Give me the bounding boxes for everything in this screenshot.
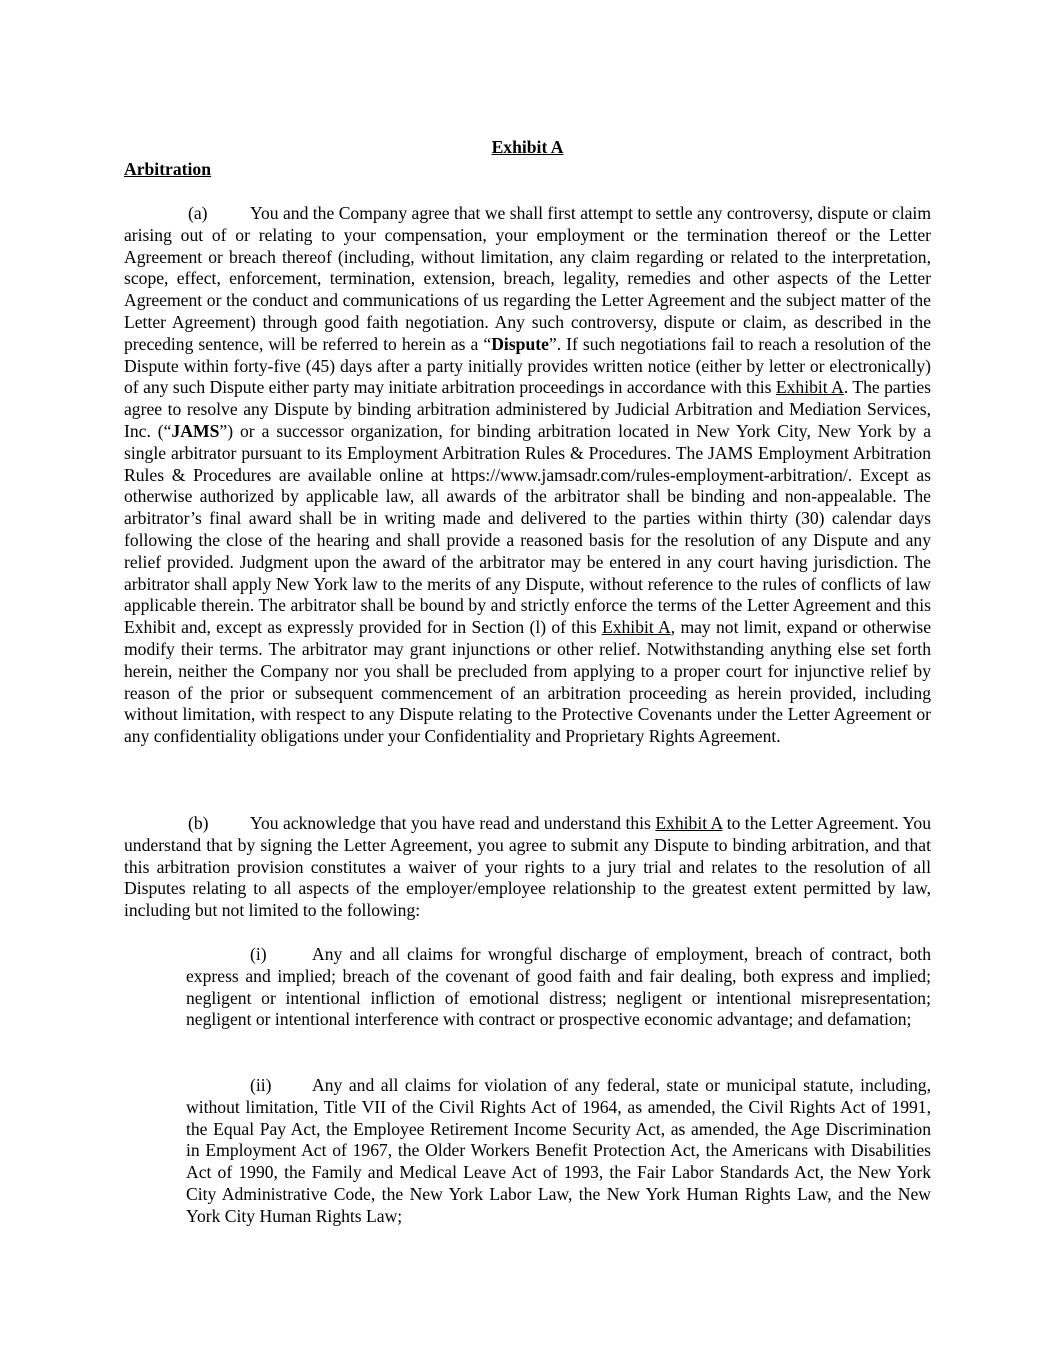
- section-heading: Arbitration: [124, 159, 211, 179]
- paragraph-a-text-5: , may not limit, expand or otherwise modify their terms. The arbitrator may grant injunctions or other relief. Notwithstanding anything else set forth herein, neither the Company nor you shall be precluded from applying to a proper court for injunctive relief by reason of the prior or subsequent commencement of an arbitration proceeding as herein provided, including without limitation, with respect to any Dispute relating to the Protective Covenants under the Letter Agreement or any confidentiality obligations under your Confidentiality and Proprietary Rights Agreement.: [124, 617, 932, 747]
- subparagraph-i-text: Any and all claims for wrongful discharge of employment, breach of contract, both express and implied; breach of the covenant of good faith and fair dealing, both express and implied; negligent or intentional infliction of emotional distress; negligent or intentional misrepresentation; negligent or intentional interference with contract or prospective economic advantage; and defamation;: [186, 944, 931, 1030]
- paragraph-a: [124, 203, 931, 748]
- paragraph-a-text-3: . The parties agree to resolve any Dispute by binding arbitration administered by Judicial Arbitration and Mediation Services, Inc. (“: [124, 377, 931, 441]
- jams-defined-term: JAMS: [171, 420, 220, 441]
- paragraph-a-text-1: You and the Company agree that we shall first attempt to settle any controversy, dispute or claim arising out of or relating to your compensation, your employment or the termination thereof or the Letter Agreement or breach thereof (including, without limitation, any claim regarding or related to the interpretation, scope, effect, enforcement, termination, extension, breach, legality, remedies and other aspects of the Letter Agreement or the conduct and communications of us regarding the Letter Agreement and the subject matter of the Letter Agreement) through good faith negotiation. Any such controversy, dispute or claim, as described in the preceding sentence, will be referred to herein as a “: [124, 203, 931, 354]
- subparagraph-i-label: (i): [250, 944, 267, 964]
- exhibit-title: Exhibit A: [491, 137, 564, 157]
- paragraph-a-label: (a): [188, 203, 208, 223]
- paragraph-b-text-2: to the Letter Agreement. You understand that by signing the Letter Agreement, you agree to submit any Dispute to binding arbitration, and that this arbitration provision constitutes a waiver of your rights to a jury trial and relates to the resolution of all Disputes relating to all aspects of the employer/employee relationship to the greatest extent permitted by law, including but not limited to the following:: [124, 813, 931, 921]
- subparagraph-i: [186, 944, 931, 1031]
- paragraph-b-label: (b): [188, 813, 209, 833]
- subparagraph-ii-label: (ii): [250, 1075, 272, 1095]
- paragraph-a-text-2: ”. If such negotiations fail to reach a resolution of the Dispute within forty-five (45) days after a party initially provides written notice (either by letter or electronically) of any such Dispute either party may initiate arbitration proceedings in accordance with this: [124, 333, 931, 398]
- subparagraph-ii-text: Any and all claims for violation of any federal, state or municipal statute, including, without limitation, Title VII of the Civil Rights Act of 1964, as amended, the Civil Rights Act of 1991, the Equal Pay Act, the Employee Retirement Income Security Act, as amended, the Age Discrimination in Employment Act of 1967, the Older Workers Benefit Protection Act, the Americans with Disabilities Act of 1990, the Family and Medical Leave Act of 1993, the Fair Labor Standards Act, the New York City Administrative Code, the New York Labor Law, the New York Human Rights Law, and the New York City Human Rights Law;: [186, 1075, 931, 1226]
- exhibit-a-reference: Exhibit A: [775, 377, 844, 398]
- exhibit-a-reference: Exhibit A: [655, 813, 723, 833]
- subparagraph-ii: [186, 1075, 931, 1228]
- paragraph-a-text-4: ”) or a successor organization, for binding arbitration located in New York City, New York by a single arbitrator pursuant to its Employment Arbitration Rules & Procedures. The JAMS Employment Arbitration Rules & Procedures are available online at https://www.jamsadr.com/rules-employment-arbitration/. Except as otherwise authorized by applicable law, all awards of the arbitrator shall be binding and non-appealable. The arbitrator’s final award shall be in writing made and delivered to the parties within thirty (30) calendar days following the close of the hearing and shall provide a reasoned basis for the resolution of any Dispute and any relief provided. Judgment upon the award of the arbitrator may be entered in any court having jurisdiction. The arbitrator shall apply New York law to the merits of any Dispute, without reference to the rules of conflicts of law applicable therein. The arbitrator shall be bound by and strictly enforce the terms of the Letter Agreement and this Exhibit and, except as expressly provided for in Section (l) of this: [124, 420, 931, 638]
- dispute-defined-term: Dispute: [491, 333, 549, 354]
- paragraph-b-text-1: You acknowledge that you have read and understand this: [250, 813, 656, 833]
- exhibit-a-reference: Exhibit A: [601, 617, 671, 638]
- paragraph-b: [124, 813, 931, 922]
